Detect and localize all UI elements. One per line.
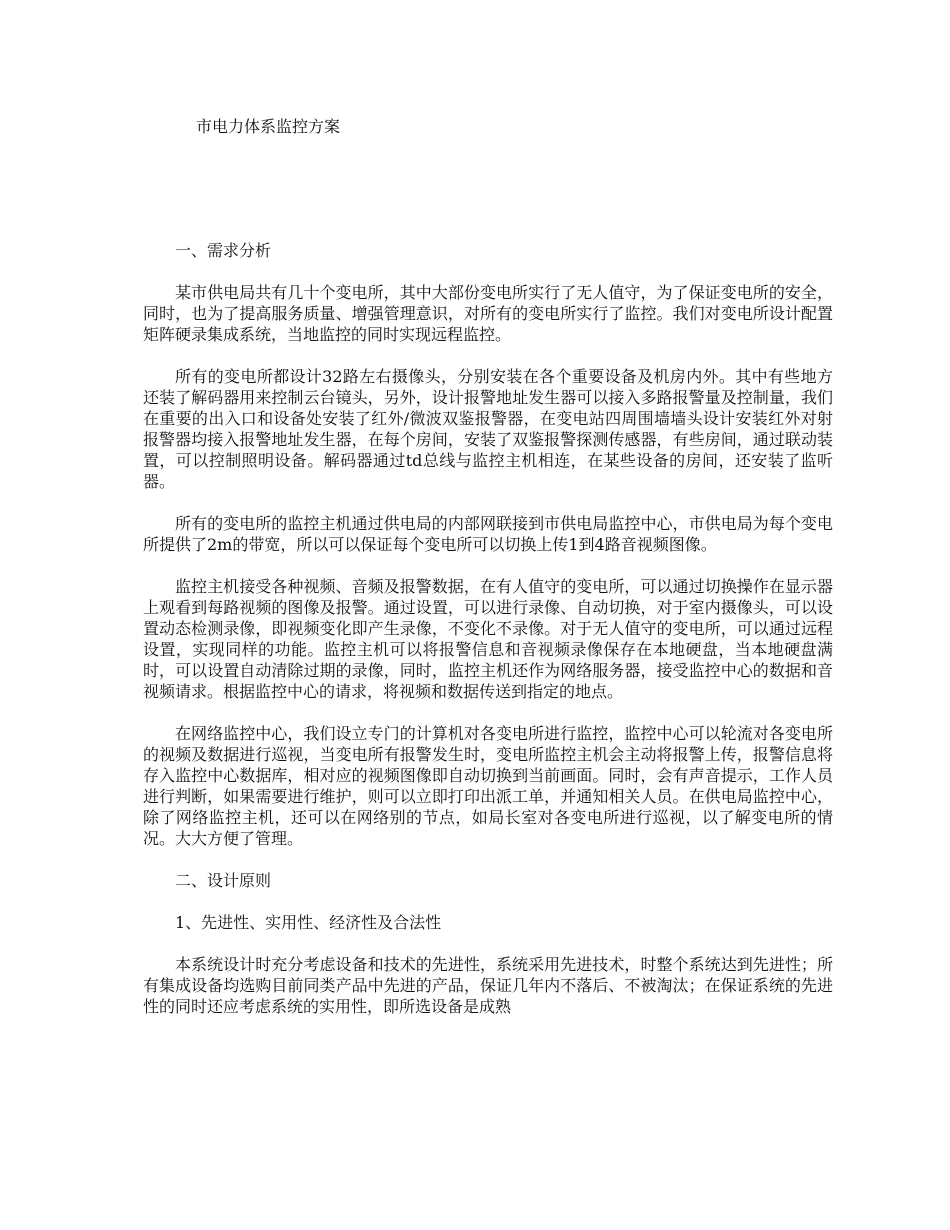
section-heading-requirements: 一、需求分析 bbox=[175, 241, 272, 260]
document-body bbox=[143, 240, 833, 1017]
paragraph-3: 所有的变电所的监控主机通过供电局的内部网联接到市供电局监控中心，市供电局为每个变电所提供了2m的带宽，所以可以保证每个变电所可以切换上传1到4路音视频图像。 bbox=[143, 514, 833, 554]
paragraph-2: 所有的变电所都设计32路左右摄像头，分别安装在各个重要设备及机房内外。其中有些地方还装了解码器用来控制云台镜头，另外，设计报警地址发生器可以接入多路报警量及控制量，我们在重要的出入口和设备处安装了红外/微波双鉴报警器，在变电站四周围墙墙头设计安装红外对射报警器均接入报警地址发生器，在每个房间，安装了双鉴报警探测传感器，有些房间，通过联动装置，可以控制照明设备。解码器通过td总线与监控主机相连，在某些设备的房间，还安装了监听器。 bbox=[143, 367, 833, 491]
paragraph-6: 本系统设计时充分考虑设备和技术的先进性，系统采用先进技术，时整个系统达到先进性；所有集成设备均选购目前同类产品中先进的产品，保证几年内不落后、不被淘汰；在保证系统的先进性的同时还应考虑系统的实用性，即所选设备是成熟 bbox=[143, 955, 833, 1016]
subsection-heading-advanced: 1、先进性、实用性、经济性及合法性 bbox=[175, 913, 442, 932]
paragraph-5: 在网络监控中心，我们设立专门的计算机对各变电所进行监控，监控中心可以轮流对各变电所的视频及数据进行巡视，当变电所有报警发生时，变电所监控主机会主动将报警上传，报警信息将存入监控中心数据库，相对应的视频图像即自动切换到当前画面。同时，会有声音提示，工作人员进行判断，如果需要进行维护，则可以立即打印出派工单，并通知相关人员。在供电局监控中心，除了网络监控主机，还可以在网络别的节点，如局长室对各变电所进行巡视，以了解变电所的情况。大大方便了管理。 bbox=[143, 724, 833, 848]
section-heading-design-principles: 二、设计原则 bbox=[175, 871, 272, 890]
paragraph-4: 监控主机接受各种视频、音频及报警数据，在有人值守的变电所，可以通过切换操作在显示器上观看到每路视频的图像及报警。通过设置，可以进行录像、自动切换，对于室内摄像头，可以设置动态检测录像，即视频变化即产生录像，不变化不录像。对于无人值守的变电所，可以通过远程设置，实现同样的功能。监控主机可以将报警信息和音视频录像保存在本地硬盘，当本地硬盘满时，可以设置自动清除过期的录像，同时，监控主机还作为网络服务器，接受监控中心的数据和音视频请求。根据监控中心的请求，将视频和数据传送到指定的地点。 bbox=[143, 577, 833, 701]
paragraph-1: 某市供电局共有几十个变电所，其中大部份变电所实行了无人值守，为了保证变电所的安全，同时，也为了提高服务质量、增强管理意识，对所有的变电所实行了监控。我们对变电所设计配置矩阵硬录集成系统，当地监控的同时实现远程监控。 bbox=[143, 283, 833, 344]
document-title: 市电力体系监控方案 bbox=[196, 117, 341, 136]
